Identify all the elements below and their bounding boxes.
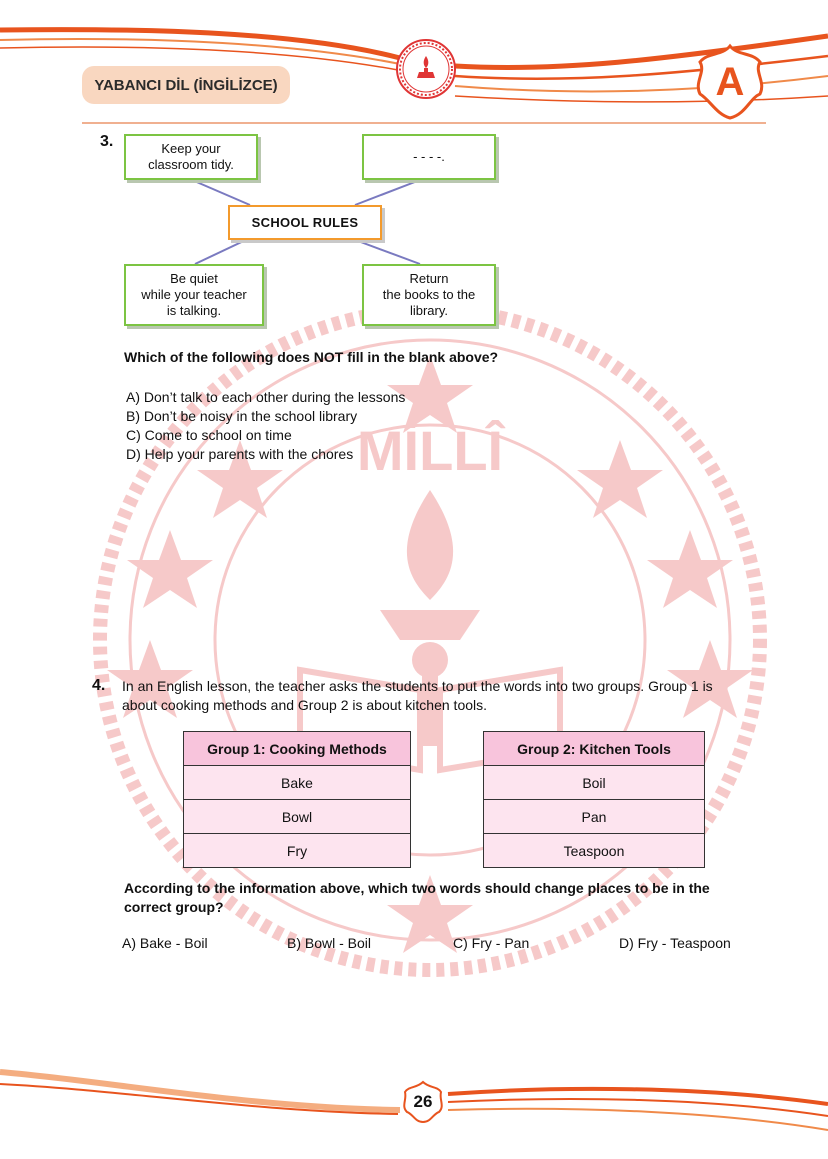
group-1-item: Bowl	[184, 800, 411, 834]
group-1-table	[183, 731, 411, 868]
page-number: 26	[413, 1092, 433, 1111]
option-3a[interactable]: A) Don’t talk to each other during the lessons	[126, 389, 406, 405]
option-4c[interactable]: C) Fry - Pan	[453, 935, 530, 951]
rule-box-bottom-right: Return the books to the library.	[362, 264, 496, 326]
group-2-item: Boil	[484, 766, 705, 800]
option-4d[interactable]: D) Fry - Teaspoon	[619, 935, 731, 951]
option-3d[interactable]: D) Help your parents with the chores	[126, 446, 354, 462]
rule-box-blank: - - - -.	[362, 134, 496, 180]
svg-text:MİLLÎ: MİLLÎ	[356, 419, 504, 482]
booklet-letter: A	[715, 59, 745, 104]
rule-box-top-left: Keep your classroom tidy.	[124, 134, 258, 180]
group-2-item: Pan	[484, 800, 705, 834]
question-3-number: 3.	[100, 133, 114, 150]
option-4b[interactable]: B) Bowl - Boil	[287, 935, 372, 951]
question-3-prompt: Which of the following does NOT fill in the blank above?	[124, 349, 499, 365]
subject-header: YABANCI DİL (İNGİLİZCE)	[82, 66, 290, 104]
group-1-item: Fry	[184, 834, 411, 868]
option-4a[interactable]: A) Bake - Boil	[122, 935, 208, 951]
group-2-table	[483, 731, 705, 868]
rule-box-bottom-left: Be quiet while your teacher is talking.	[124, 264, 264, 326]
group-2-header: Group 2: Kitchen Tools	[484, 732, 705, 766]
school-rules-box: SCHOOL RULES	[228, 205, 382, 240]
option-3b[interactable]: B) Don’t be noisy in the school library	[126, 408, 358, 424]
question-4-intro: In an English lesson, the teacher asks the students to put the words into two groups. Group 1 is about cooking methods and Group 2 is about kitchen tools.	[122, 678, 713, 713]
question-4-prompt: According to the information above, which two words should change places to be in the correct group?	[124, 880, 710, 915]
question-3-options	[126, 388, 626, 464]
group-2-item: Teaspoon	[484, 834, 705, 868]
question-4-number: 4.	[92, 677, 106, 694]
group-1-header: Group 1: Cooking Methods	[184, 732, 411, 766]
option-3c[interactable]: C) Come to school on time	[126, 427, 292, 443]
group-1-item: Bake	[184, 766, 411, 800]
